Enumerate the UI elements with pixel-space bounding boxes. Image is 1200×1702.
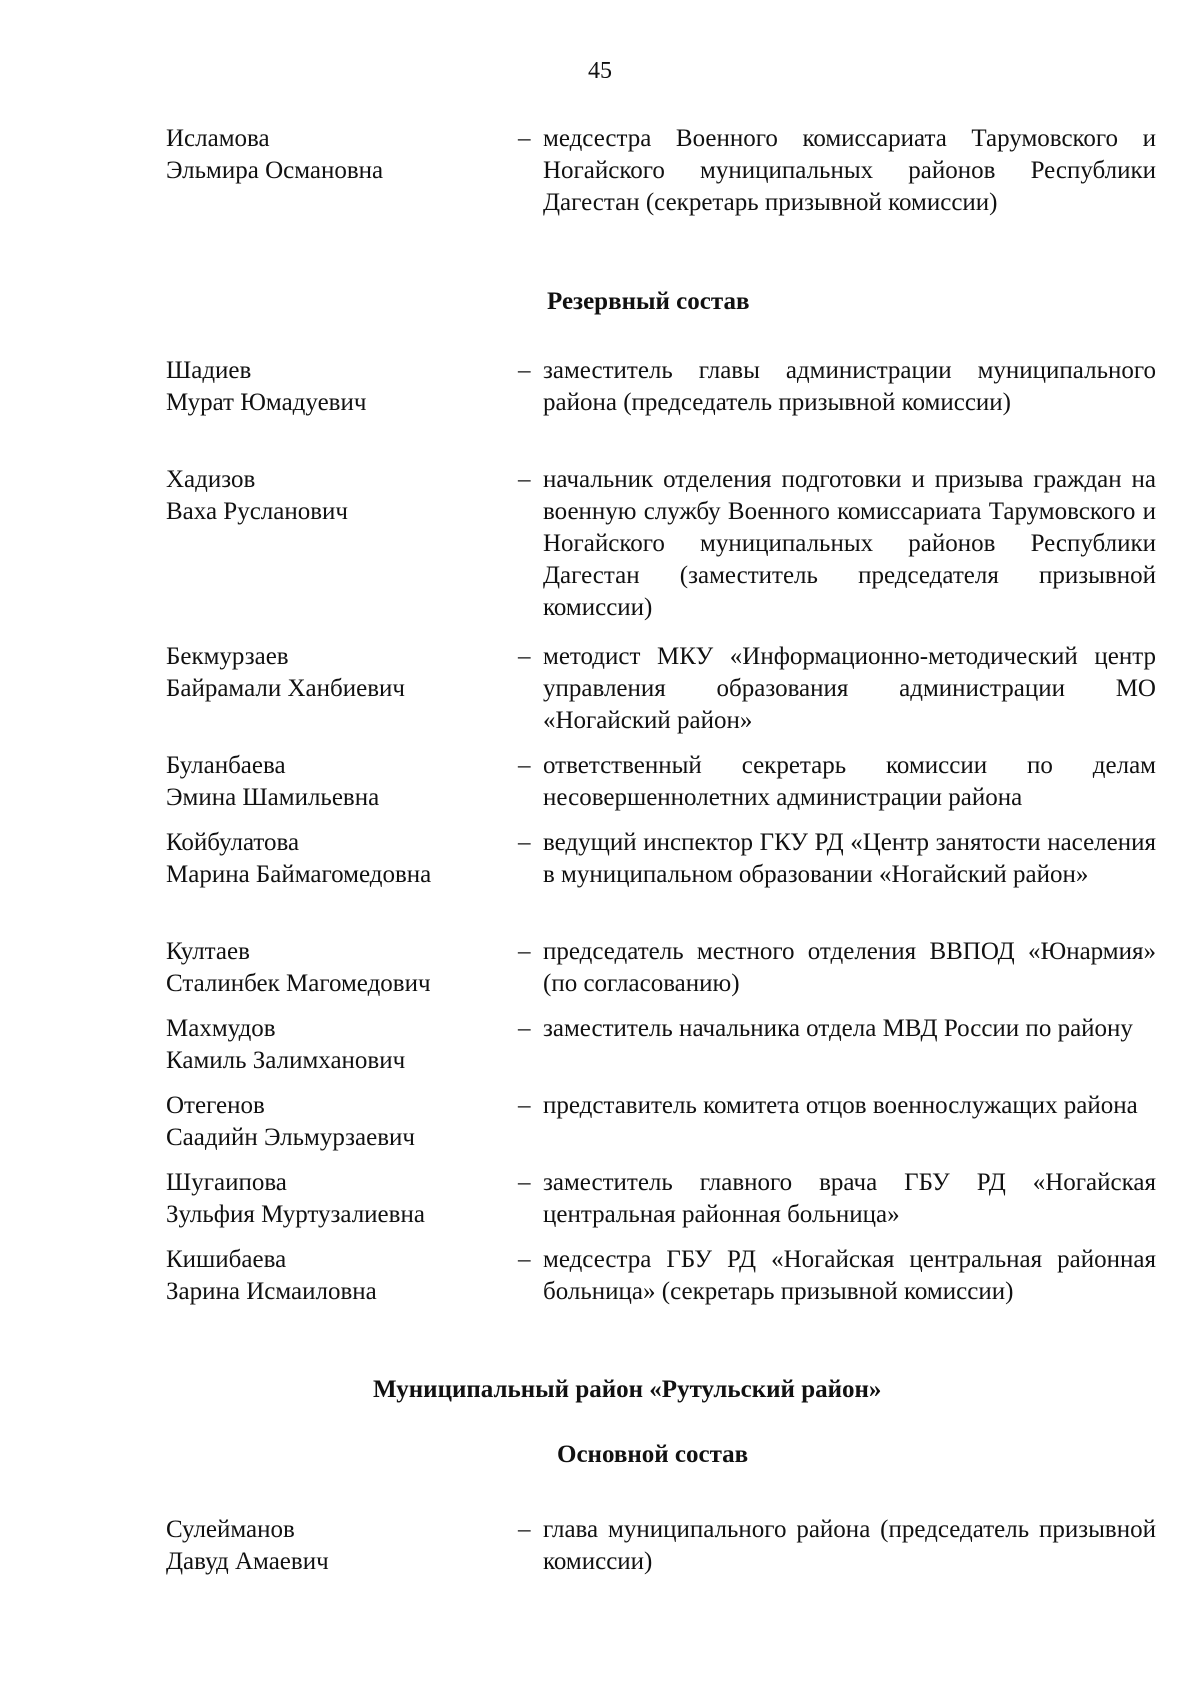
member-role [518,1167,1156,1231]
member-role [518,1013,1156,1045]
member-given-name: Мурат Юмадуевич [166,389,367,416]
member-given-name: Саадийн Эльмурзаевич [166,1124,415,1151]
dash-mark: – [518,466,531,493]
member-surname: Койбулатова [166,829,300,856]
member-given-name: Ваха Русланович [166,498,348,525]
member-surname: Сулейманов [166,1516,295,1543]
dash-mark: – [518,1516,531,1543]
section-heading-municipality: Муниципальный район «Рутульский район» [373,1376,882,1403]
member-role-text: ответственный секретарь комиссии по делам несовершеннолетних администрации района [543,752,1156,811]
member-role [518,827,1156,891]
member-given-name: Эльмира Османовна [166,157,384,184]
member-role-text: заместитель главного врача ГБУ РД «Ногайская центральная районная больница» [543,1169,1156,1228]
member-name [166,464,526,528]
member-given-name: Давуд Амаевич [166,1548,329,1575]
member-given-name: Камиль Залимханович [166,1047,406,1074]
member-given-name: Сталинбек Магомедович [166,970,431,997]
member-name [166,641,526,705]
section-heading-main: Основной состав [557,1441,749,1468]
member-surname: Отегенов [166,1092,265,1119]
dash-mark: – [518,752,531,779]
member-role [518,123,1156,219]
member-role-text: представитель комитета отцов военнослужащих района [543,1092,1138,1119]
member-given-name: Эмина Шамильевна [166,784,380,811]
member-name [166,355,526,419]
member-name [166,827,526,891]
member-role [518,464,1156,624]
member-role-text: медсестра ГБУ РД «Ногайская центральная районная больница» (секретарь призывной комиссии) [543,1246,1156,1305]
member-name [166,936,526,1000]
member-name [166,1514,526,1578]
member-surname: Шадиев [166,357,252,384]
member-surname: Кишибаева [166,1246,287,1273]
member-role [518,1244,1156,1308]
member-given-name: Зульфия Муртузалиевна [166,1201,425,1228]
member-role [518,750,1156,814]
member-name [166,123,526,187]
member-role [518,641,1156,737]
member-given-name: Марина Баймагомедовна [166,861,432,888]
member-name [166,1013,526,1077]
member-given-name: Байрамали Ханбиевич [166,675,405,702]
dash-mark: – [518,125,531,152]
dash-mark: – [518,1092,531,1119]
dash-mark: – [518,829,531,856]
member-role-text: медсестра Военного комиссариата Тарумовского и Ногайского муниципальных районов Республики Дагестан (секретарь призывной комиссии) [543,125,1156,216]
member-role-text: председатель местного отделения ВВПОД «Юнармия» (по согласованию) [543,938,1156,997]
member-surname: Исламова [166,125,270,152]
member-surname: Хадизов [166,466,256,493]
member-surname: Буланбаева [166,752,286,779]
dash-mark: – [518,1015,531,1042]
member-role-text: заместитель главы администрации муниципального района (председатель призывной комиссии) [543,357,1156,416]
member-role [518,1514,1156,1578]
member-role [518,1090,1156,1122]
member-name [166,750,526,814]
member-role [518,355,1156,419]
member-name [166,1090,526,1154]
member-surname: Бекмурзаев [166,643,289,670]
member-role-text: начальник отделения подготовки и призыва граждан на военную службу Военного комиссариата Тарумовского и Ногайского муниципальных районов Республики Дагестан (заместитель председателя призывной комиссии) [543,466,1156,621]
dash-mark: – [518,1169,531,1196]
dash-mark: – [518,357,531,384]
member-name [166,1244,526,1308]
member-name [166,1167,526,1231]
member-surname: Махмудов [166,1015,276,1042]
dash-mark: – [518,643,531,670]
member-surname: Култаев [166,938,250,965]
dash-mark: – [518,938,531,965]
member-surname: Шугаипова [166,1169,287,1196]
page-number: 45 [588,58,612,84]
member-role-text: глава муниципального района (председатель призывной комиссии) [543,1516,1156,1575]
member-role [518,936,1156,1000]
dash-mark: – [518,1246,531,1273]
member-role-text: методист МКУ «Информационно-методический центр управления образования администрации МО «Ногайский район» [543,643,1156,734]
member-given-name: Зарина Исмаиловна [166,1278,377,1305]
member-role-text: заместитель начальника отдела МВД России по району [543,1015,1133,1042]
section-heading-reserve: Резервный состав [547,288,750,315]
member-role-text: ведущий инспектор ГКУ РД «Центр занятости населения в муниципальном образовании «Ногайский район» [543,829,1156,888]
